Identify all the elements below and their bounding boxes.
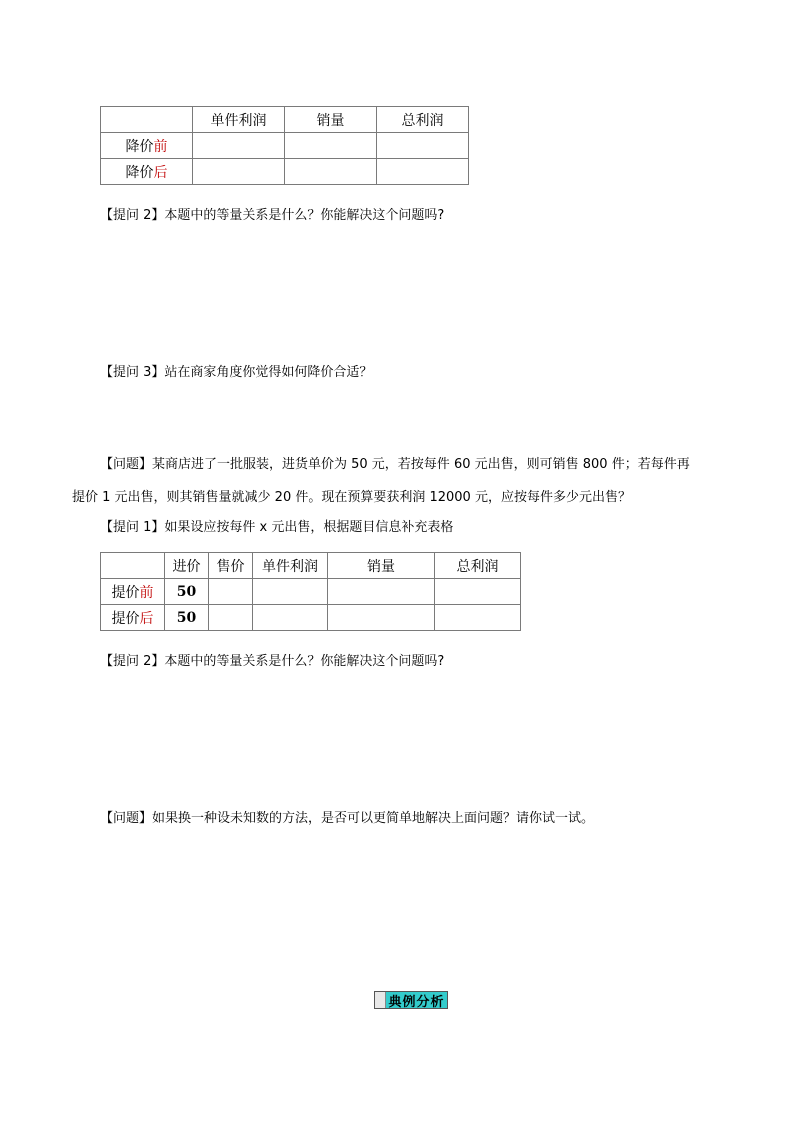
- table-header-cell: 总利润: [435, 553, 521, 579]
- table-cell: [193, 159, 285, 185]
- table-cell: [209, 579, 253, 605]
- table-header-cell: 进价: [165, 553, 209, 579]
- table-row: [101, 605, 521, 631]
- table-header-cell: 单件利润: [193, 107, 285, 133]
- question-1-text: 【提问 1】如果设应按每件 x 元出售，根据题目信息补充表格: [100, 520, 454, 535]
- row-label-main: 降价: [125, 164, 154, 181]
- table-header-cell: 销量: [285, 107, 377, 133]
- table-cell: [328, 605, 435, 631]
- table-cell: [328, 579, 435, 605]
- table-cell: [435, 579, 521, 605]
- question-2b-text: 【提问 2】本题中的等量关系是什么？你能解决这个问题吗?: [100, 654, 445, 669]
- badge-label: 典例分析: [388, 994, 445, 1010]
- table-cell: [253, 605, 328, 631]
- table-header-cell: 总利润: [377, 107, 469, 133]
- table-before-after-raise: [100, 552, 521, 631]
- table-header-cell: 单件利润: [253, 553, 328, 579]
- cost-cell: 50: [165, 605, 209, 631]
- row-label-accent: 后: [153, 164, 168, 181]
- table-row: [101, 159, 469, 185]
- table-header-row: [101, 553, 521, 579]
- row-label-main: 提价: [111, 584, 140, 601]
- table-header-cell: 销量: [328, 553, 435, 579]
- table-cell: [285, 133, 377, 159]
- table-header-cell: [101, 553, 165, 579]
- row-label-main: 提价: [111, 610, 140, 627]
- table-row: [101, 133, 469, 159]
- table-header-cell: 售价: [209, 553, 253, 579]
- table-cell: [285, 159, 377, 185]
- table-row: [101, 579, 521, 605]
- table-cell: [377, 159, 469, 185]
- problem-line-2: 提价 1 元出售，则其销售量就减少 20 件。现在预算要获利润 12000 元，应按每件多少元出售？: [72, 490, 631, 505]
- row-label-accent: 后: [139, 610, 154, 627]
- row-label: [101, 159, 193, 185]
- table-header-cell: [101, 107, 193, 133]
- row-label: [101, 133, 193, 159]
- problem-line-1: 【问题】某商店进了一批服装，进货单价为 50 元，若按每件 60 元出售，则可销售 800 件；若每件再: [100, 457, 690, 472]
- table-cell: [435, 605, 521, 631]
- table-before-after-discount: [100, 106, 469, 185]
- table-cell: [209, 605, 253, 631]
- badge-stub: [375, 992, 386, 1008]
- table-cell: [377, 133, 469, 159]
- question-2-text: 【提问 2】本题中的等量关系是什么？你能解决这个问题吗?: [100, 208, 445, 223]
- table-cell: [253, 579, 328, 605]
- row-label-main: 降价: [125, 138, 154, 155]
- question-3-text: 【提问 3】站在商家角度你觉得如何降价合适？: [100, 365, 373, 380]
- row-label: [101, 579, 165, 605]
- problem-2-text: 【问题】如果换一种设未知数的方法，是否可以更简单地解决上面问题？请你试一试。: [100, 811, 595, 826]
- row-label-accent: 前: [139, 584, 154, 601]
- row-label: [101, 605, 165, 631]
- cost-cell: 50: [165, 579, 209, 605]
- table-header-row: [101, 107, 469, 133]
- row-label-accent: 前: [153, 138, 168, 155]
- table-cell: [193, 133, 285, 159]
- section-badge: [374, 991, 448, 1009]
